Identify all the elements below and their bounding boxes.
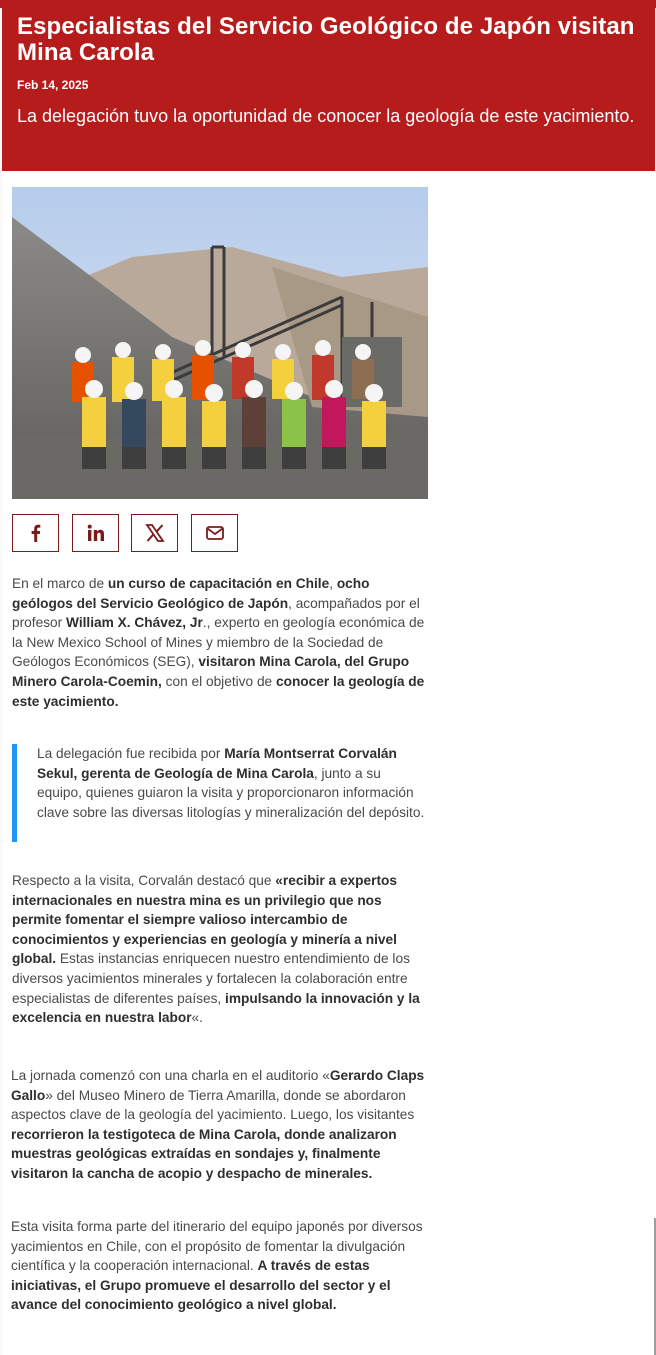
article-date: Feb 14, 2025 [17, 78, 89, 92]
article-blockquote [12, 744, 426, 842]
email-icon [205, 523, 225, 543]
linkedin-icon [86, 523, 106, 543]
quote-text: La delegación fue recibida por María Montserrat Corvalán Sekul, gerenta de Geología de Mina Carola, junto a su equipo, quienes guiaron la visita y proporcionaron información clave sobre las diversas litologías y mineralización del depósito. [37, 746, 425, 820]
paragraph-quote-corvalan: Respecto a la visita, Corvalán destacó que «recibir a expertos internacionales en nuestra mina es un privilegio que nos permite fomentar el siempre valioso intercambio de conocimientos y experiencias en geología y minería a nivel global. Estas instancias enriquecen nuestro entendimiento de los diversos yacimientos minerales y fortalecen la colaboración entre especialistas de diferentes países, impulsando la innovación y la excelencia en nuestra labor«. [12, 873, 420, 1026]
top-strip [0, 0, 656, 8]
article-title: Especialistas del Servicio Geológico de Japón visitan Mina Carola [17, 13, 635, 66]
share-facebook-button[interactable] [12, 514, 59, 552]
article-body-closing [11, 1217, 427, 1315]
x-icon [145, 523, 165, 543]
paragraph-closing: Esta visita forma parte del itinerario del equipo japonés por diversos yacimientos en Chile, con el propósito de fomentar la divulgación científica y la cooperación internacional. A través de estas iniciativas, el Grupo promueve el desarrollo del sector y el avance del conocimiento geológico a nivel global. [11, 1219, 423, 1313]
article-header [2, 8, 655, 171]
share-email-button[interactable] [191, 514, 238, 552]
paragraph-jornada: La jornada comenzó con una charla en el auditorio «Gerardo Claps Gallo» del Museo Minero de Tierra Amarilla, donde se abordaron aspectos clave de la geología del yacimiento. Luego, los visitantes recorrieron la testigoteca de Mina Carola, donde analizaron muestras geológicas extraídas en sondajes y, finalmente visitaron la cancha de acopio y despacho de minerales. [11, 1068, 425, 1181]
paragraph-intro: En el marco de un curso de capacitación en Chile, ocho geólogos del Servicio Geológico de Japón, acompañados por el profesor William X. Chávez, Jr., experto en geología económica de la New Mexico School of Mines y miembro de la Sociedad de Geólogos Económicos (SEG), visitaron Mina Carola, del Grupo Minero Carola-Coemin, con el objetivo de conocer la geología de este yacimiento. [12, 576, 425, 709]
article-body-continued [12, 871, 428, 1028]
article-body-jornada [11, 1066, 427, 1184]
left-edge [0, 8, 2, 1355]
article-body [12, 572, 428, 711]
facebook-icon [26, 523, 46, 543]
article-photo [12, 187, 428, 499]
article-subtitle: La delegación tuvo la oportunidad de conocer la geología de este yacimiento. [17, 106, 635, 126]
share-linkedin-button[interactable] [72, 514, 119, 552]
share-x-button[interactable] [131, 514, 178, 552]
